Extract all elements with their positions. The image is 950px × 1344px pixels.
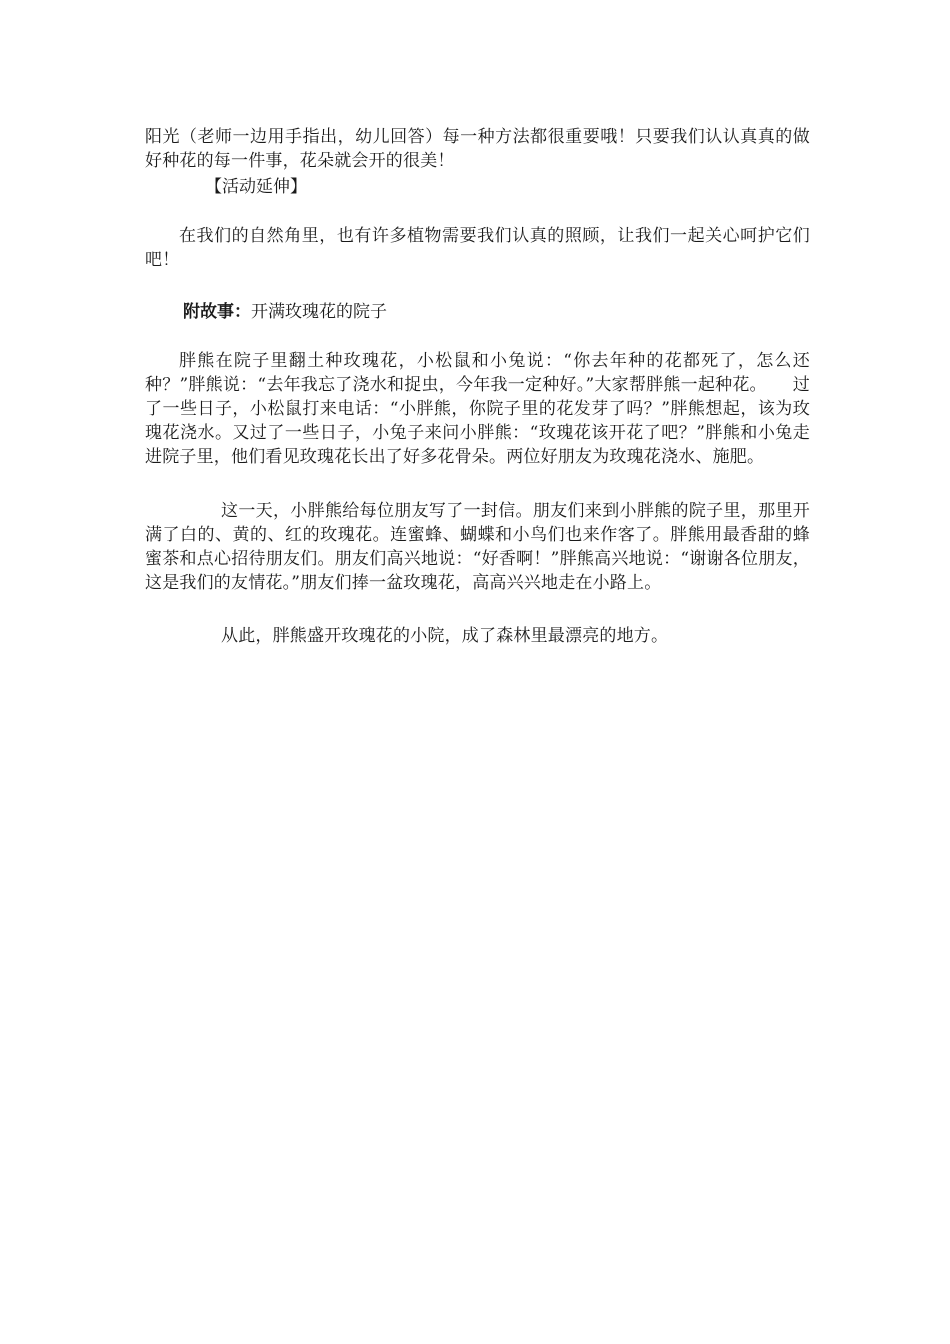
section-heading-activity-extension: 【活动延伸】 — [205, 177, 307, 197]
story-title: 开满玫瑰花的院子 — [251, 302, 387, 322]
story-title-line — [183, 300, 387, 324]
story-paragraph-3: 从此，胖熊盛开玫瑰花的小院，成了森林里最漂亮的地方。 — [221, 626, 669, 646]
paragraph-activity-summary: 阳光（老师一边用手指出，幼儿回答）每一种方法都很重要哦！只要我们认认真真的做好种花的每一件事，花朵就会开的很美！ — [145, 127, 810, 171]
story-paragraph-2: 这一天，小胖熊给每位朋友写了一封信。朋友们来到小胖熊的院子里，那里开满了白的、黄的、红的玫瑰花。连蜜蜂、蝴蝶和小鸟们也来作客了。胖熊用最香甜的蜂蜜茶和点心招待朋友们。朋友们高兴地说：“好香啊！”胖熊高兴地说：“谢谢各位朋友，这是我们的友情花。”朋友们捧一盆玫瑰花，高高兴兴地走在小路上。 — [145, 501, 810, 593]
story-label: 附故事： — [183, 302, 251, 322]
story-paragraph-1: 胖熊在院子里翻土种玫瑰花，小松鼠和小兔说：“你去年种的花都死了，怎么还种？”胖熊说：“去年我忘了浇水和捉虫，今年我一定种好。”大家帮胖熊一起种花。 过了一些日子，小松鼠打来电话：“小胖熊，你院子里的花发芽了吗？”胖熊想起，该为玫瑰花浇水。又过了一些日子，小兔子来问小胖熊：“玫瑰花该开花了吧？”胖熊和小兔走进院子里，他们看见玫瑰花长出了好多花骨朵。两位好朋友为玫瑰花浇水、施肥。 — [145, 351, 810, 467]
paragraph-activity-extension: 在我们的自然角里，也有许多植物需要我们认真的照顾，让我们一起关心呵护它们吧！ — [145, 226, 810, 270]
